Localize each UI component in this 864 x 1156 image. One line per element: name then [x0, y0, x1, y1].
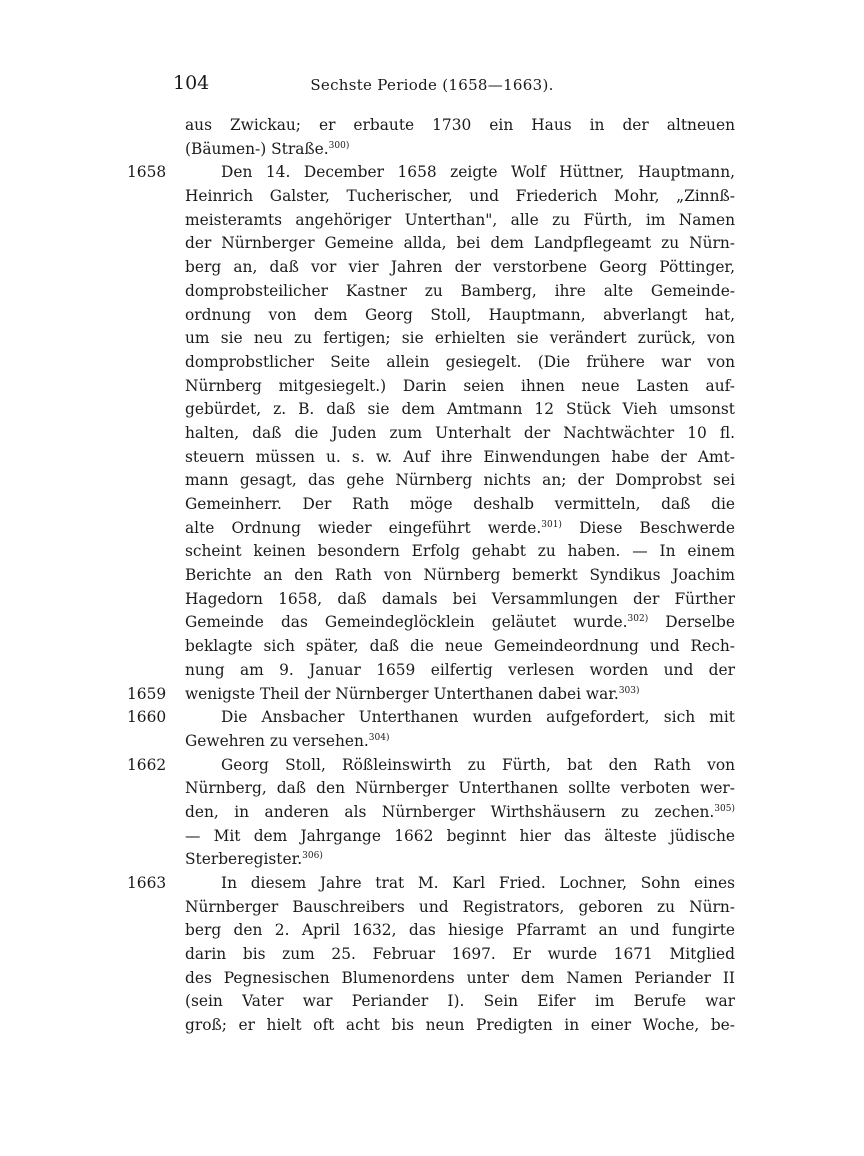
text-line	[185, 967, 735, 991]
footnote-ref: 301)	[541, 519, 562, 530]
body-text	[127, 114, 736, 1038]
text-line	[185, 588, 735, 612]
line-text: der Nürnberger Gemeine allda, bei dem Landpflegeamt zu Nürn-	[185, 234, 735, 253]
line-text: aus Zwickau; er erbaute 1730 ein Haus in der altneuen	[185, 116, 735, 134]
text-line	[185, 469, 735, 493]
text-line	[185, 422, 735, 446]
line-text: domprobsteilicher Kastner zu Bamberg, ihre alte Gemeinde-	[185, 281, 735, 300]
text-line	[127, 872, 735, 896]
text-line	[185, 659, 735, 683]
footnote-ref: 304)	[368, 732, 390, 743]
text-line	[185, 943, 735, 967]
line-text: gebürdet, z. B. daß sie dem Amtmann 12 Stück Vieh umsonst	[185, 400, 735, 419]
margin-year: 1659	[127, 684, 167, 703]
text-line	[185, 327, 735, 351]
line-text: Hagedorn 1658, daß damals bei Versammlungen der Fürther	[185, 589, 735, 608]
text-line	[185, 540, 735, 564]
line-text: scheint keinen besondern Erfolg gehabt zu haben. — In einem	[185, 542, 735, 561]
text-line	[185, 304, 735, 328]
line-text-tail: Diese Beschwerde	[561, 518, 736, 537]
text-line	[185, 564, 735, 588]
text-line	[185, 611, 735, 635]
line-text: Gemeinherr. Der Rath möge deshalb vermitteln, daß die	[185, 495, 735, 513]
line-text: Gewehren zu versehen.	[185, 731, 369, 750]
text-line	[185, 801, 735, 825]
line-text: groß; er hielt oft acht bis neun Predigten in einer Woche, be-	[185, 1016, 735, 1035]
text-line	[127, 706, 735, 730]
line-text: wenigste Theil der Nürnberger Unterthanen dabei war.	[185, 684, 619, 703]
text-line	[185, 185, 735, 209]
text-line	[185, 517, 735, 541]
text-line	[185, 375, 735, 399]
running-head: Sechste Periode (1658—1663).	[310, 76, 554, 94]
margin-year: 1662	[127, 755, 167, 774]
text-line	[185, 398, 735, 422]
line-text: Den 14. December 1658 zeigte Wolf Hüttner, Hauptmann,	[221, 163, 735, 182]
line-text: — Mit dem Jahrgange 1662 beginnt hier das älteste jüdische	[185, 826, 735, 845]
line-text: berg an, daß vor vier Jahren der verstorbene Georg Pöttinger,	[185, 258, 735, 277]
text-line	[127, 161, 735, 185]
line-text: (sein Vater war Periander I). Sein Eifer im Berufe war	[185, 992, 735, 1011]
line-text: Sterberegister.	[185, 850, 303, 869]
text-line	[185, 256, 735, 280]
line-text: halten, daß die Juden zum Unterhalt der Nachtwächter 10 fl.	[185, 423, 735, 442]
line-text: Berichte an den Rath von Nürnberg bemerkt Syndikus Joachim	[185, 566, 735, 585]
line-text: darin bis zum 25. Februar 1697. Er wurde 1671 Mitglied	[185, 945, 735, 964]
line-text: Nürnberg mitgesiegelt.) Darin seien ihnen neue Lasten auf-	[185, 376, 735, 395]
text-line	[185, 848, 735, 872]
text-line	[185, 919, 735, 943]
line-text: domprobstlicher Seite allein gesiegelt. (Die frühere war von	[185, 352, 735, 371]
text-line	[185, 232, 735, 256]
footnote-ref: 302)	[627, 614, 649, 625]
line-text: alte Ordnung wieder eingeführt werde.	[185, 518, 542, 537]
text-line	[185, 990, 735, 1014]
text-line	[185, 777, 735, 801]
line-text: beklagte sich später, daß die neue Gemeindeordnung und Rech-	[185, 637, 735, 656]
line-text: berg den 2. April 1632, das hiesige Pfarramt an und fungirte	[185, 921, 735, 940]
line-text: Nürnberg, daß den Nürnberger Unterthanen sollte verboten wer-	[185, 779, 735, 798]
text-line	[185, 493, 735, 517]
text-line	[185, 114, 735, 138]
line-text: Gemeinde das Gemeindeglöcklein geläutet wurde.	[185, 613, 628, 632]
text-line	[185, 280, 735, 304]
line-text: des Pegnesischen Blumenordens unter dem Namen Periander II	[185, 968, 735, 987]
line-text: In diesem Jahre trat M. Karl Fried. Lochner, Sohn eines	[221, 874, 735, 892]
line-text: steuern müssen u. s. w. Auf ihre Einwendungen habe der Amt-	[185, 447, 735, 466]
margin-year: 1663	[127, 874, 167, 892]
footnote-ref: 305)	[714, 803, 735, 814]
line-text: Nürnberger Bauschreibers und Registrators, geboren zu Nürn-	[185, 897, 735, 916]
text-line	[185, 209, 735, 233]
line-text: ordnung von dem Georg Stoll, Hauptmann, abverlangt hat,	[185, 305, 735, 324]
text-line	[185, 825, 735, 849]
line-text: mann gesagt, das gehe Nürnberg nichts an; der Domprobst sei	[185, 471, 735, 490]
margin-year: 1658	[127, 163, 167, 182]
footnote-ref: 300)	[328, 140, 350, 151]
line-text: meisteramts angehöriger Unterthan", alle zu Fürth, im Namen	[185, 210, 735, 229]
text-line	[185, 1014, 735, 1038]
line-text: den, in anderen als Nürnberger Wirthshäusern zu zechen.	[185, 802, 715, 821]
line-text: Die Ansbacher Unterthanen wurden aufgefordert, sich mit	[221, 708, 735, 727]
page-header	[0, 72, 864, 100]
text-line	[185, 446, 735, 470]
text-line	[185, 635, 735, 659]
line-text: (Bäumen-) Straße.	[185, 139, 329, 158]
footnote-ref: 306)	[302, 851, 323, 862]
line-text: um sie neu zu fertigen; sie erhielten sie verändert zurück, von	[185, 329, 735, 348]
line-text: Georg Stoll, Rößleinswirth zu Fürth, bat den Rath von	[221, 755, 735, 774]
footnote-ref: 303)	[618, 685, 640, 696]
line-text: Heinrich Galster, Tucherischer, und Friederich Mohr, „Zinnß-	[185, 187, 735, 206]
text-line	[185, 896, 735, 920]
text-line	[185, 730, 735, 754]
text-line	[185, 138, 735, 162]
text-line	[185, 351, 735, 375]
margin-year: 1660	[127, 708, 167, 727]
text-line	[127, 754, 735, 778]
line-text-tail: Derselbe	[648, 613, 735, 632]
text-line	[127, 683, 735, 707]
line-text: nung am 9. Januar 1659 eilfertig verlesen worden und der	[185, 660, 735, 679]
page-number: 104	[173, 72, 210, 94]
